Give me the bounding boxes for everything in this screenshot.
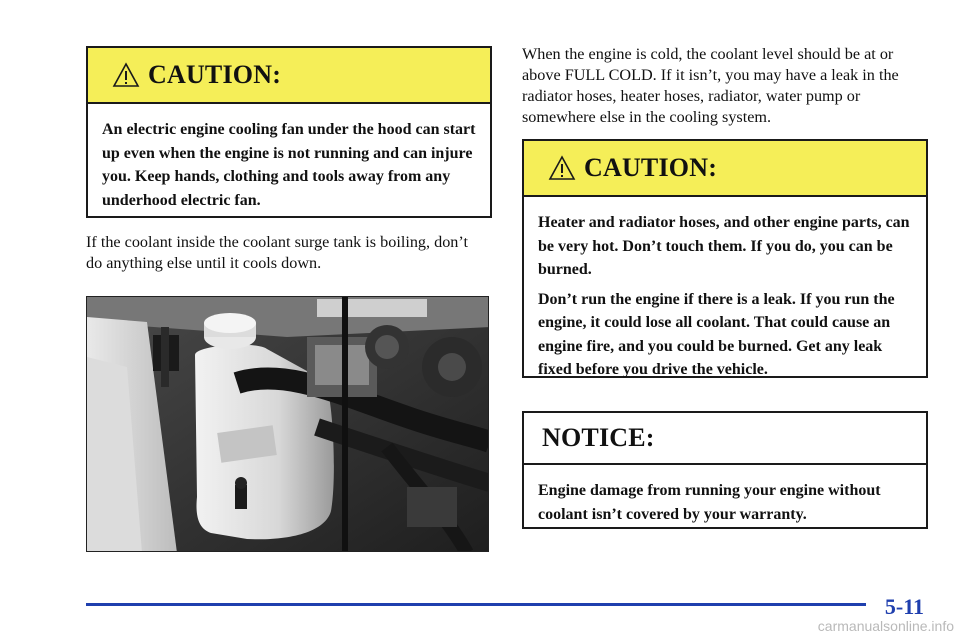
notice-header [524,413,926,465]
caution-text-hot-parts: Heater and radiator hoses, and other engine parts, can be very hot. Don’t touch them. If you do, you can be burned. [538,214,910,278]
notice-title: NOTICE: [542,423,655,452]
caution-body [88,104,490,228]
footer-watermark[interactable]: carmanualsonline.info [817,618,954,634]
caution-title: CAUTION: [584,153,718,182]
caution-box-hoses [522,139,928,378]
warning-triangle-icon [548,155,576,181]
caution-header [88,48,490,104]
caution-box-fan [86,46,492,218]
footer-rule [86,603,866,606]
engine-coolant-tank-photo [86,296,489,552]
warning-triangle-icon [112,62,140,88]
cold-coolant-paragraph: When the engine is cold, the coolant level should be at or above FULL COLD. If it isn’t, you may have a leak in the radiator hoses, heater hoses, radiator, water pump or somewhere else in the cooling system. [522,45,899,126]
notice-box [522,411,928,529]
caution-text: An electric engine cooling fan under the hood can start up even when the engine is not running and can injure you. Keep hands, clothing and tools away from any underhood electric fan. [102,121,476,209]
caution-body [524,197,926,398]
caution-header [524,141,926,197]
notice-text: Engine damage from running your engine without coolant isn’t covered by your warranty. [538,482,881,523]
engine-bay-image [87,297,489,552]
boiling-coolant-paragraph: If the coolant inside the coolant surge tank is boiling, don’t do anything else until it cools down. [86,233,468,272]
notice-body [524,465,926,542]
page-number: 5-11 [884,594,924,619]
caution-title: CAUTION: [148,60,282,89]
caution-text-leak: Don’t run the engine if there is a leak. If you run the engine, it could lose all coolant. That could cause an engine fire, and you could be burned. Get any leak fixed before you drive the vehicle. [538,290,895,378]
